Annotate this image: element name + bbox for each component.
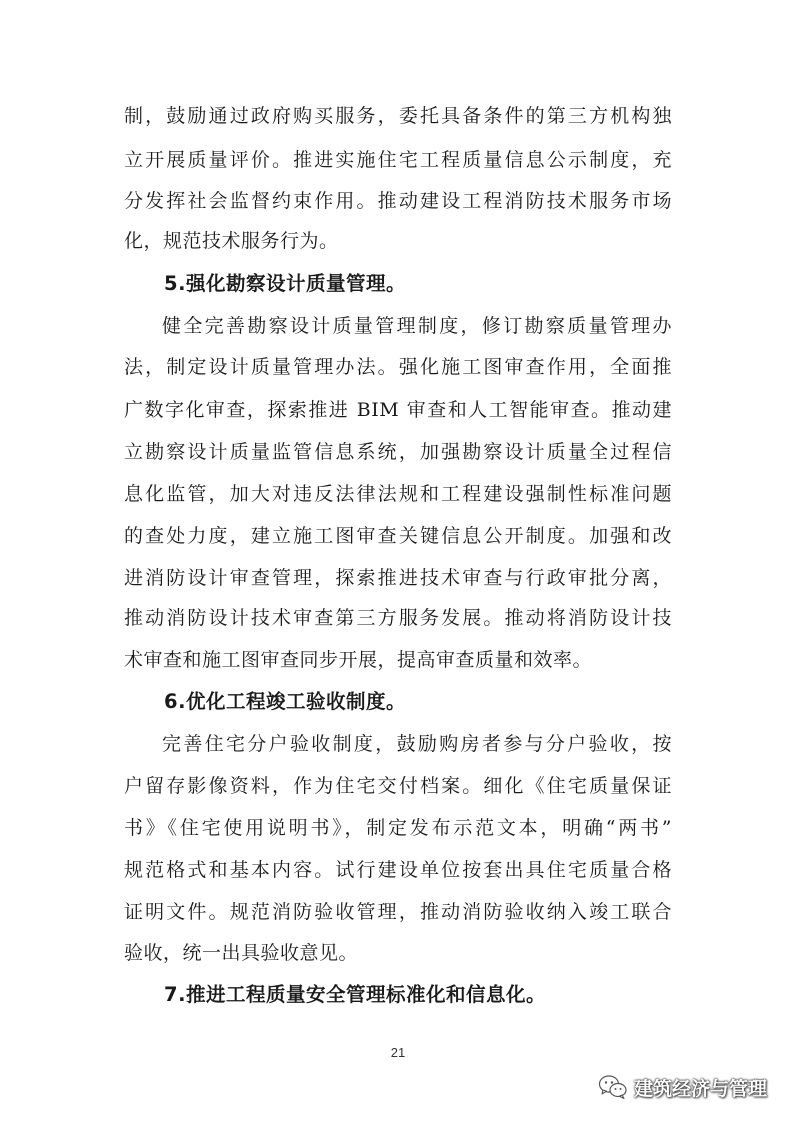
text-line: 的查处力度，建立施工图审查关键信息公开制度。加强和改 <box>124 525 672 547</box>
text-line: 分发挥社会监督约束作用。推动建设工程消防技术服务市场 <box>124 190 672 212</box>
text-line: 户留存影像资料，作为住宅交付档案。细化《住宅质量保证 <box>124 775 672 797</box>
text-line: 书》《住宅使用说明书》，制定发布示范文本，明确“两书” <box>124 817 672 839</box>
wechat-icon <box>598 1074 628 1100</box>
page-number: 21 <box>390 1045 406 1060</box>
text-line: 进消防设计审查管理，探索推进技术审查与行政审批分离， <box>124 567 672 589</box>
section-heading: 5.强化勘察设计质量管理。 <box>164 272 406 295</box>
text-line: 立勘察设计质量监管信息系统，加强勘察设计质量全过程信 <box>124 441 672 463</box>
watermark-text: 建筑经济与管理 <box>634 1077 768 1100</box>
text-line: 规范格式和基本内容。试行建设单位按套出具住宅质量合格 <box>124 859 672 881</box>
text-line: 广数字化审查，探索推进 BIM 审查和人工智能审查。推动建 <box>124 399 672 421</box>
text-line: 推动消防设计技术审查第三方服务发展。推动将消防设计技 <box>124 607 672 629</box>
text-line: 立开展质量评价。推进实施住宅工程质量信息公示制度，充 <box>124 149 672 171</box>
text-line: 验收，统一出具验收意见。 <box>124 942 359 964</box>
text-line: 健全完善勘察设计质量管理制度，修订勘察质量管理办 <box>162 315 672 337</box>
text-line: 完善住宅分户验收制度，鼓励购房者参与分户验收，按 <box>162 733 672 755</box>
text-line: 法，制定设计质量管理办法。强化施工图审查作用，全面推 <box>124 356 672 378</box>
text-line: 证明文件。规范消防验收管理，推动消防验收纳入竣工联合 <box>124 901 672 923</box>
section-heading: 6.优化工程竣工验收制度。 <box>164 690 406 713</box>
text-line: 化，规范技术服务行为。 <box>124 230 339 252</box>
section-heading: 7.推进工程质量安全管理标准化和信息化。 <box>164 983 546 1006</box>
text-line: 息化监管，加大对违反法律法规和工程建设强制性标准问题 <box>124 483 672 505</box>
watermark <box>598 1072 767 1102</box>
text-line: 术审查和施工图审查同步开展，提高审查质量和效率。 <box>124 649 593 671</box>
text-line: 制，鼓励通过政府购买服务，委托具备条件的第三方机构独 <box>124 105 672 127</box>
